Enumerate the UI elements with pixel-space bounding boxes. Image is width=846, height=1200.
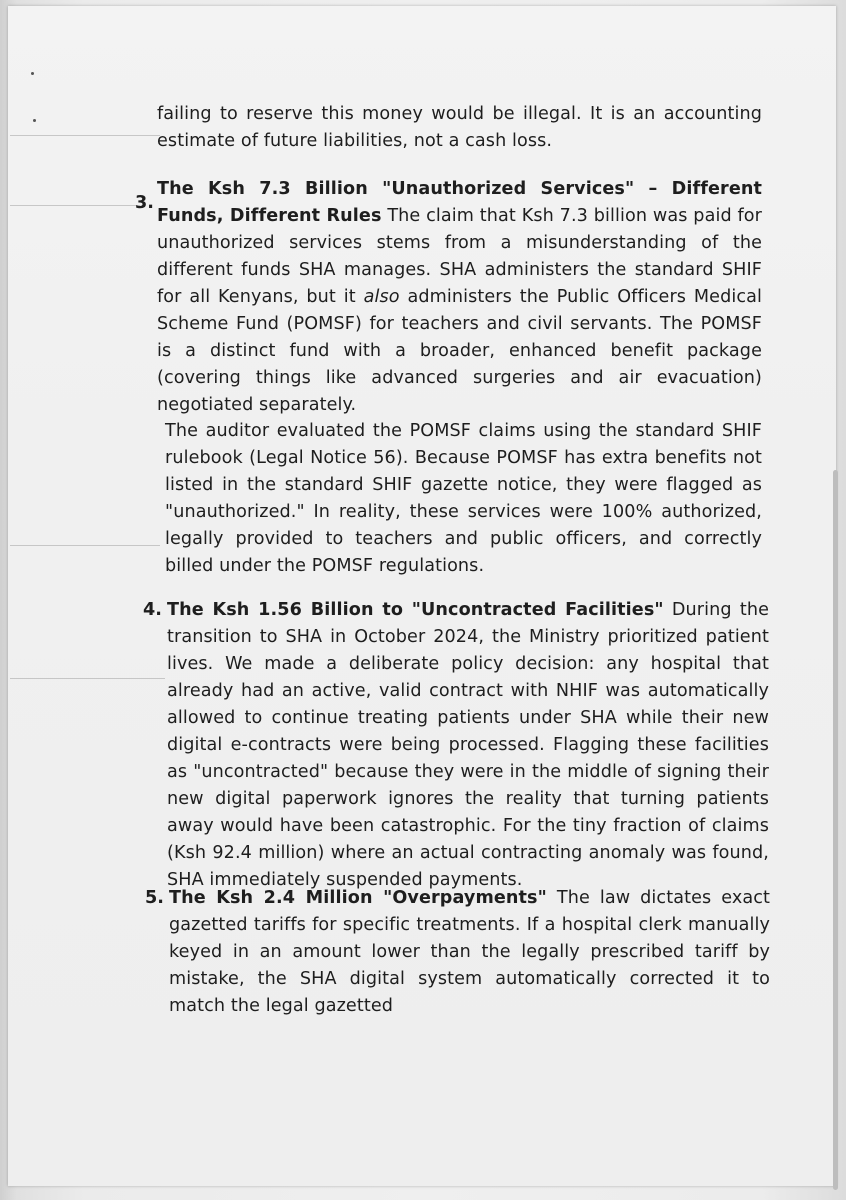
item-4-paragraph: The Ksh 1.56 Billion to "Uncontracted Facilities" During the transition to SHA in October 2024, the Ministry prioritized patient lives. We made a deliberate policy decision: any hospital that already had an active, valid contract with NHIF was automatically allowed to continue treating patients under SHA while their new digital e-contracts were being processed. Flagging these facilities as "uncontracted" because they were in the middle of signing their new digital paperwork ignores the reality that turning patients away would have been catastrophic. For the tiny fraction of claims (Ksh 92.4 million) where an actual contracting anomaly was found, SHA immediately suspended payments. xyxy=(167,600,770,890)
continuation-paragraph: failing to reserve this money would be illegal. It is an accounting estimate of future liabilities, not a cash loss. xyxy=(157,104,762,151)
margin-mark xyxy=(31,72,34,75)
item-3-paragraph-2: The auditor evaluated the POMSF claims using the standard SHIF rulebook (Legal Notice 56). Because POMSF has extra benefits not listed in the standard SHIF gazette notice, they were flagged as "unauthorized." In reality, these services were 100% authorized, legally provided to teachers and public officers, and correctly billed under the POMSF regulations. xyxy=(165,421,762,576)
item-3-heading: The Ksh 7.3 Billion "Unauthorized Services" – Different Funds, Different Rules xyxy=(157,179,762,226)
ruling-line xyxy=(10,545,160,546)
item-3-paragraph: The Ksh 7.3 Billion "Unauthorized Services" – Different Funds, Different Rules The claim that Ksh 7.3 billion was paid for unauthorized services stems from a misunderstanding of the different funds SHA manages. SHA administers the standard SHIF for all Kenyans, but it also administers the Public Officers Medical Scheme Fund (POMSF) for teachers and civil servants. The POMSF is a distinct fund with a broader, enhanced benefit package (covering things like advanced surgeries and air evacuation) negotiated separately. xyxy=(157,179,762,415)
item-5-heading: The Ksh 2.4 Million "Overpayments" xyxy=(169,888,547,908)
item-number: 4. xyxy=(143,600,162,620)
ruling-line xyxy=(10,135,160,136)
item-number: 3. xyxy=(135,193,154,213)
item-5-paragraph: The Ksh 2.4 Million "Overpayments" The law dictates exact gazetted tariffs for specific treatments. If a hospital clerk manually keyed in an amount lower than the legally prescribed tariff by mistake, the SHA digital system automatically corrected it to match the legal gazetted xyxy=(169,888,770,1016)
item-4-heading: The Ksh 1.56 Billion to "Uncontracted Facilities" xyxy=(167,600,664,620)
scrollbar[interactable] xyxy=(833,470,838,1190)
margin-mark xyxy=(33,119,36,122)
ruling-line xyxy=(10,205,140,206)
item-number: 5. xyxy=(145,888,164,908)
ruling-line xyxy=(10,678,165,679)
